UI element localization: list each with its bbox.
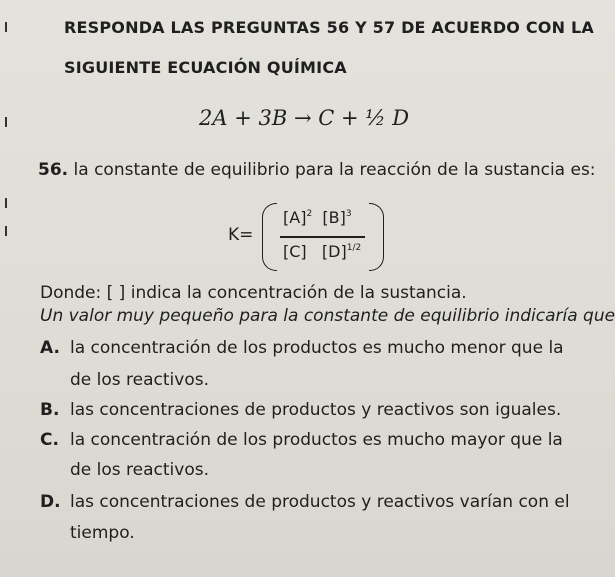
numerator-b-exponent: 3 [345,209,352,219]
option-letter: B. [40,400,60,420]
question-56 [38,160,596,180]
margin-mark [5,117,7,127]
option-text: las concentraciones de productos y reactivos son iguales. [70,400,562,420]
option-text: la concentración de los productos es mucho mayor que la [70,430,563,450]
option-c-continuation: de los reactivos. [70,460,209,480]
chemical-equation: 2A + 3B → C + ½ D [199,106,410,130]
denominator-d: [D] [321,242,347,261]
option-letter: D. [40,492,61,512]
right-parenthesis [369,203,384,271]
option-letter: A. [40,338,60,358]
question-stem: Un valor muy pequeño para la constante de equilibrio indicaría que [40,306,615,326]
margin-mark [5,226,7,236]
question-text: la constante de equilibrio para la reacción de la sustancia es: [73,160,596,180]
option-text: la concentración de los productos es mucho menor que la [70,338,564,358]
instructions-line-1: RESPONDA LAS PREGUNTAS 56 Y 57 DE ACUERDO CON LA [64,18,594,37]
numerator-b: [B] [322,208,346,227]
option-a-continuation: de los reactivos. [70,370,209,390]
option-a[interactable] [40,338,564,358]
left-parenthesis [262,203,277,271]
option-d[interactable] [40,492,570,512]
margin-mark [5,22,7,32]
question-number: 56. [38,160,69,180]
fraction-bar [280,236,365,238]
option-b[interactable] [40,400,561,420]
k-label: K= [228,225,254,245]
formula-numerator [283,208,352,227]
option-c[interactable] [40,430,563,450]
definition-note: Donde: [ ] indica la concentración de la sustancia. [40,283,467,303]
denominator-d-exponent: 1/2 [346,243,362,253]
denominator-c: [C] [283,242,307,261]
margin-mark [5,198,7,208]
option-d-continuation: tiempo. [70,523,135,543]
equilibrium-constant-formula [228,203,388,271]
option-text: las concentraciones de productos y reactivos varían con el [70,492,570,512]
formula-denominator [283,242,361,261]
numerator-a-exponent: 2 [306,209,313,219]
numerator-a: [A] [283,208,307,227]
option-letter: C. [40,430,59,450]
instructions-line-2: SIGUIENTE ECUACIÓN QUÍMICA [64,58,347,77]
